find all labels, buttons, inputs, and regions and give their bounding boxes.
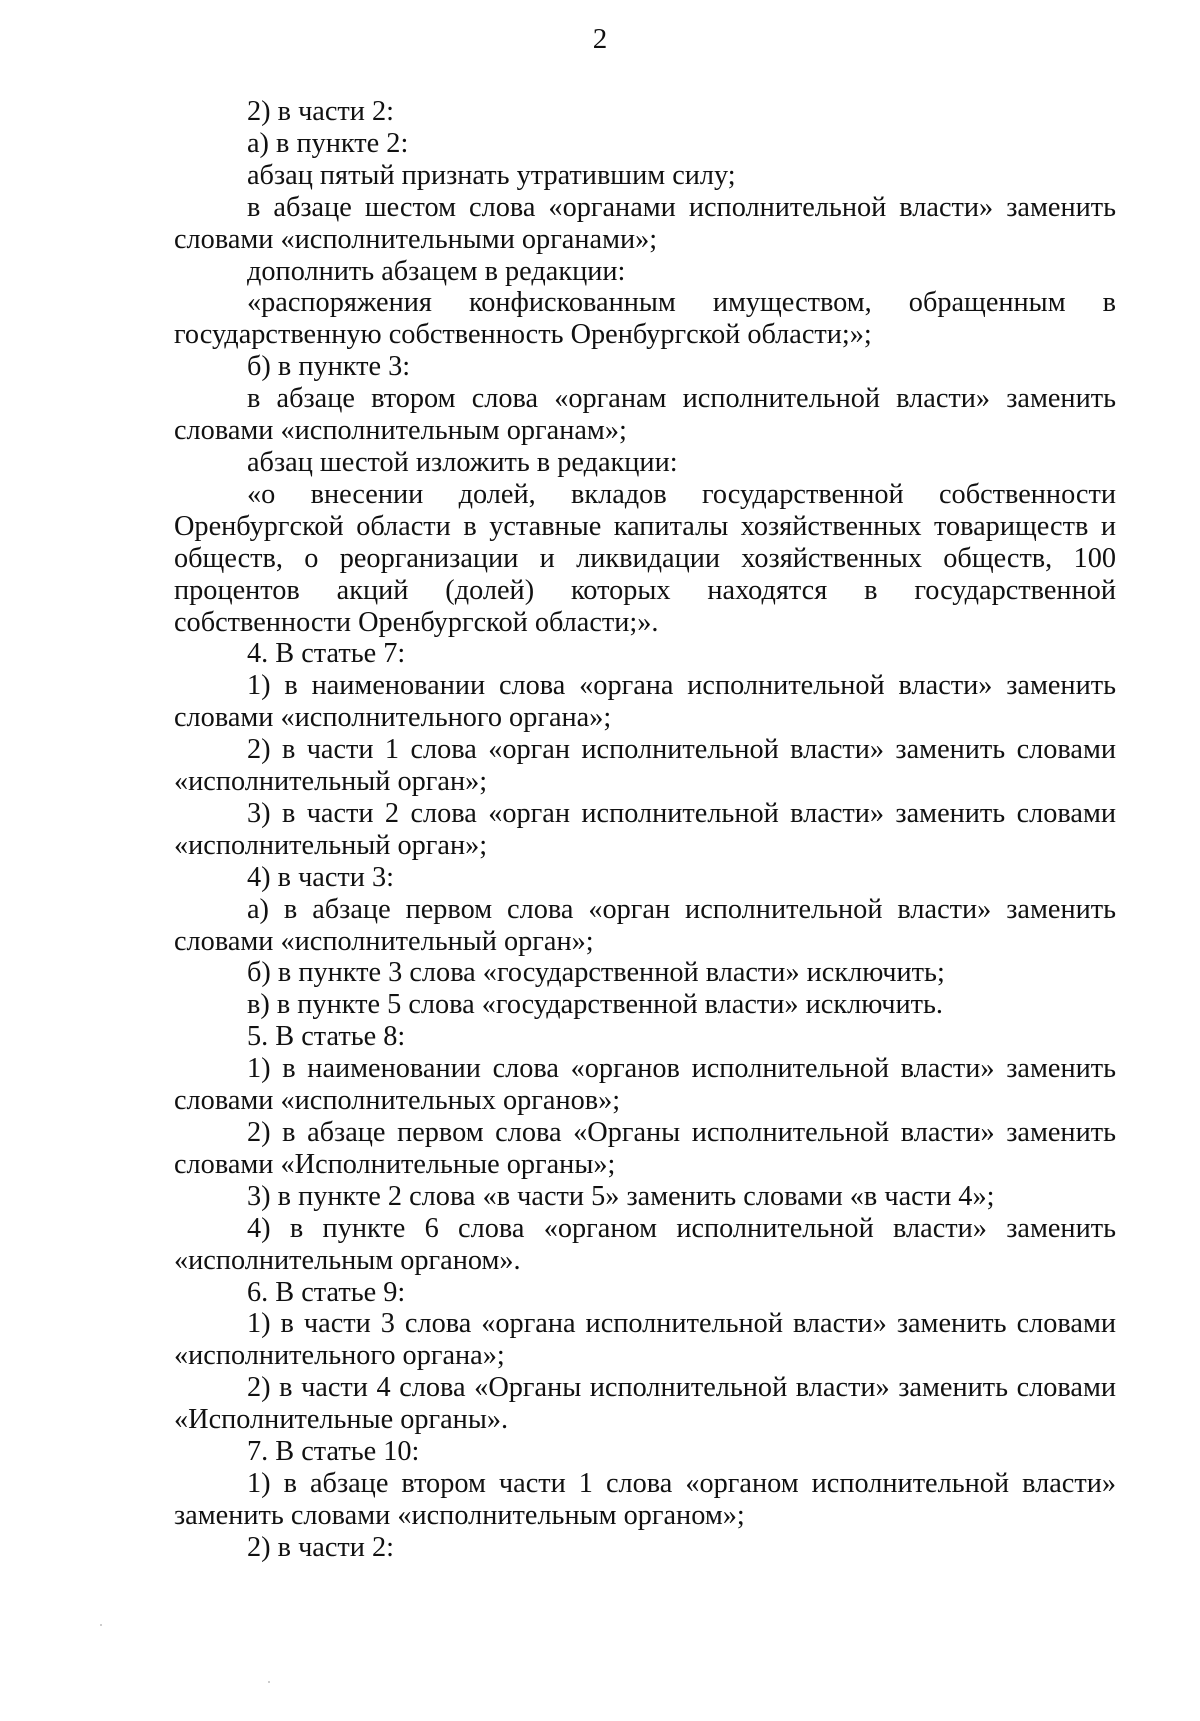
paragraph: 2) в части 2: [247,1531,395,1563]
paragraph: б) в пункте 3: [247,351,411,383]
paragraph: 4) в пункте 6 слова «органом исполнительной власти» заменить «исполнительным органом». [174,1212,1116,1276]
paragraph: 7. В статье 10: [247,1436,420,1468]
paragraph: 1) в наименовании слова «органа исполнительной власти» заменить словами «исполнительного органа»; [174,670,1116,734]
paragraph: «о внесении долей, вкладов государственной собственности Оренбургской области в уставные капиталы хозяйственных товариществ и обществ, о реорганизации и ликвидации хозяйственных обществ, 100 процентов акций (долей) которых находятся в государственной собственности Оренбургской области;». [174,478,1116,638]
paragraph: 3) в пункте 2 слова «в части 5» заменить словами «в части 4»; [247,1180,995,1212]
paragraph: в абзаце шестом слова «органами исполнительной власти» заменить словами «исполнительными органами»; [174,191,1116,255]
paragraph: абзац пятый признать утратившим силу; [247,159,736,191]
paragraph: 1) в абзаце втором части 1 слова «органом исполнительной власти» заменить словами «исполнительным органом»; [174,1467,1116,1531]
paragraph: «распоряжения конфискованным имуществом, обращенным в государственную собственность Оренбургской области;»; [174,287,1116,351]
paragraph: 4. В статье 7: [247,638,406,670]
paragraph: 1) в наименовании слова «органов исполнительной власти» заменить словами «исполнительных органов»; [174,1053,1116,1117]
document-body [174,96,1116,1564]
paragraph: 2) в абзаце первом слова «Органы исполнительной власти» заменить словами «Исполнительные органы»; [174,1117,1116,1180]
paragraph: 4) в части 3: [247,861,395,893]
paragraph: 5. В статье 8: [247,1021,406,1053]
paragraph: в) в пункте 5 слова «государственной власти» исключить. [247,989,943,1021]
paragraph: а) в пункте 2: [247,127,409,159]
paragraph: 6. В статье 9: [247,1276,406,1308]
paragraph: 2) в части 4 слова «Органы исполнительной власти» заменить словами «Исполнительные органы». [174,1372,1116,1436]
paragraph: в абзаце втором слова «органам исполнительной власти» заменить словами «исполнительным органам»; [174,383,1116,447]
paragraph: дополнить абзацем в редакции: [247,255,626,287]
paragraph: б) в пункте 3 слова «государственной власти» исключить; [247,957,945,989]
scan-speck [268,1681,270,1683]
paragraph: 2) в части 2: [247,96,395,127]
page-number: 2 [592,23,608,55]
paragraph: 2) в части 1 слова «орган исполнительной власти» заменить словами «исполнительный орган»; [174,734,1116,798]
paragraph: абзац шестой изложить в редакции: [247,446,678,478]
scan-speck [100,1624,102,1626]
paragraph: 3) в части 2 слова «орган исполнительной власти» заменить словами «исполнительный орган»; [174,797,1116,861]
paragraph: а) в абзаце первом слова «орган исполнительной власти» заменить словами «исполнительный орган»; [174,893,1116,957]
paragraph: 1) в части 3 слова «органа исполнительной власти» заменить словами «исполнительного органа»; [174,1308,1116,1372]
